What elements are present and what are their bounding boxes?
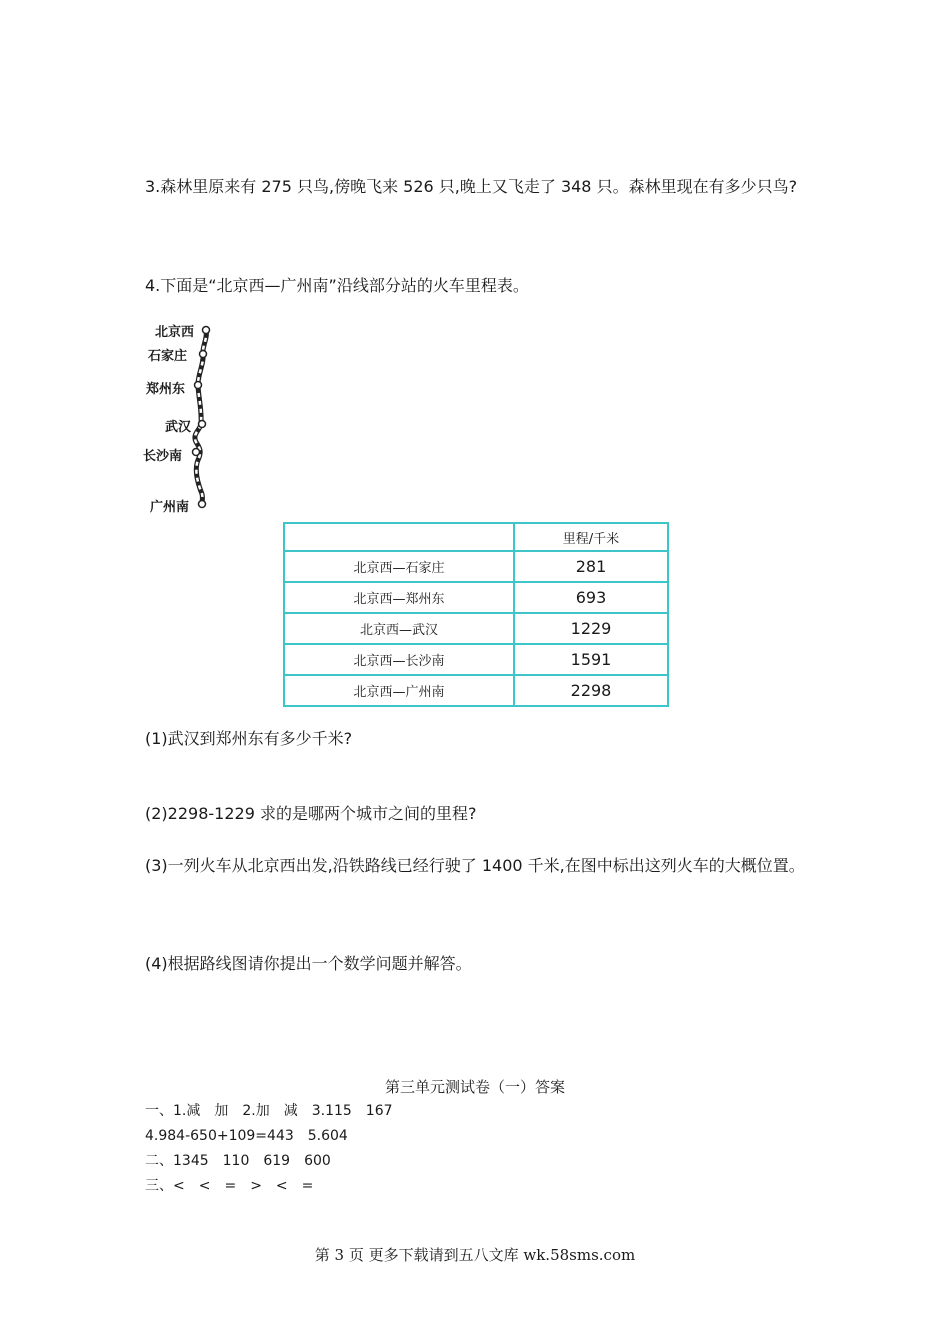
station-dot xyxy=(199,501,206,508)
station-dot xyxy=(203,327,210,334)
station-label: 石家庄 xyxy=(148,349,188,364)
table-header-row xyxy=(284,523,668,551)
station-label: 广州南 xyxy=(150,500,190,515)
answer-line: 三、< < = > < = xyxy=(145,1178,314,1194)
question-4: 4.下面是“北京西—广州南”沿线部分站的火车里程表。 xyxy=(145,276,529,295)
page-footer: 第 3 页 更多下载请到五八文库 wk.58sms.com xyxy=(314,1246,636,1264)
station-dot xyxy=(199,421,206,428)
table-header-cell: 里程/千米 xyxy=(514,523,668,551)
table-row xyxy=(284,582,668,613)
subquestion-2: (2)2298-1229 求的是哪两个城市之间的里程? xyxy=(145,804,477,823)
table-row xyxy=(284,675,668,706)
subquestion-3: (3)一列火车从北京西出发,沿铁路线已经行驶了 1400 千米,在图中标出这列火车的大概位置。 xyxy=(145,856,805,875)
distance-cell: 2298 xyxy=(514,675,668,706)
table-row xyxy=(284,551,668,582)
answers-title: 第三单元测试卷（一）答案 xyxy=(384,1078,565,1096)
subquestion-4: (4)根据路线图请你提出一个数学问题并解答。 xyxy=(145,954,472,973)
railway-route-map xyxy=(140,318,230,518)
station-dot xyxy=(195,382,202,389)
station-dot xyxy=(193,449,200,456)
table-row xyxy=(284,644,668,675)
route-cell: 北京西—石家庄 xyxy=(284,551,514,582)
distance-cell: 281 xyxy=(514,551,668,582)
answer-line: 二、1345 110 619 600 xyxy=(145,1153,331,1169)
station-label: 长沙南 xyxy=(143,449,183,464)
station-label: 武汉 xyxy=(165,420,192,435)
station-label: 北京西 xyxy=(155,325,195,340)
subquestion-1: (1)武汉到郑州东有多少千米? xyxy=(145,729,353,748)
route-cell: 北京西—武汉 xyxy=(284,613,514,644)
distance-cell: 693 xyxy=(514,582,668,613)
distance-cell: 1591 xyxy=(514,644,668,675)
station-label: 郑州东 xyxy=(146,382,186,397)
answer-line: 一、1.减 加 2.加 减 3.115 167 xyxy=(145,1103,393,1119)
answer-line: 4.984-650+109=443 5.604 xyxy=(145,1128,348,1144)
route-cell: 北京西—广州南 xyxy=(284,675,514,706)
route-cell: 北京西—长沙南 xyxy=(284,644,514,675)
distance-cell: 1229 xyxy=(514,613,668,644)
table-row xyxy=(284,613,668,644)
table-header-cell xyxy=(284,523,514,551)
station-dot xyxy=(200,351,207,358)
question-3: 3.森林里原来有 275 只鸟,傍晚飞来 526 只,晚上又飞走了 348 只。森林里现在有多少只鸟? xyxy=(145,177,798,196)
route-cell: 北京西—郑州东 xyxy=(284,582,514,613)
mileage-table xyxy=(283,522,669,707)
